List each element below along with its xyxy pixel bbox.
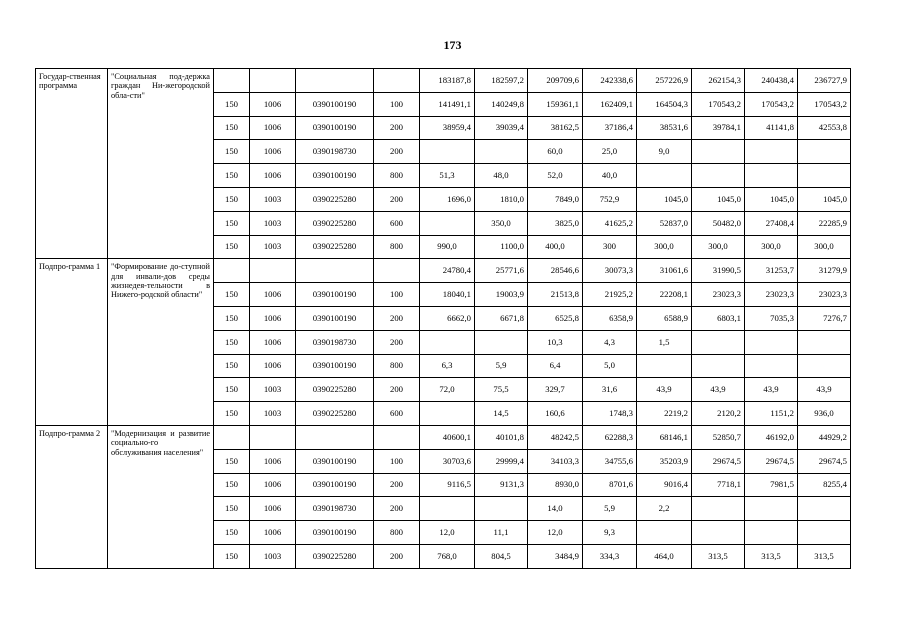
section-code-cell: 1006 bbox=[250, 283, 296, 307]
value-cell-year-8: 42553,8 bbox=[798, 116, 851, 140]
expense-type-cell: 100 bbox=[374, 92, 420, 116]
grbs-code-cell: 150 bbox=[214, 330, 250, 354]
page-number: 173 bbox=[443, 38, 462, 52]
value-cell-year-1: 6662,0 bbox=[420, 306, 475, 330]
budget-table bbox=[35, 68, 851, 569]
value-cell-year-6: 52850,7 bbox=[692, 425, 745, 449]
value-cell-year-7: 7981,5 bbox=[745, 473, 798, 497]
value-cell-year-3: 34103,3 bbox=[528, 449, 583, 473]
value-cell-year-2: 5,9 bbox=[475, 354, 528, 378]
section-code-cell: 1003 bbox=[250, 378, 296, 402]
target-article-cell: 0390225280 bbox=[296, 211, 374, 235]
value-cell-year-1: 38959,4 bbox=[420, 116, 475, 140]
value-cell-year-8: 23023,3 bbox=[798, 283, 851, 307]
value-cell-year-7: 300,0 bbox=[745, 235, 798, 259]
section-code-cell: 1006 bbox=[250, 140, 296, 164]
section-code-cell bbox=[250, 425, 296, 449]
value-cell-year-8: 29674,5 bbox=[798, 449, 851, 473]
value-cell-year-1 bbox=[420, 140, 475, 164]
value-cell-year-4: 41625,2 bbox=[583, 211, 637, 235]
target-article-cell: 0390100190 bbox=[296, 354, 374, 378]
value-cell-year-6: 170543,2 bbox=[692, 92, 745, 116]
target-article-cell: 0390100190 bbox=[296, 473, 374, 497]
grbs-code-cell: 150 bbox=[214, 402, 250, 426]
target-article-cell: 0390100190 bbox=[296, 116, 374, 140]
value-cell-year-2: 6671,8 bbox=[475, 306, 528, 330]
grbs-code-cell: 150 bbox=[214, 92, 250, 116]
expense-type-cell: 100 bbox=[374, 449, 420, 473]
grbs-code-cell: 150 bbox=[214, 140, 250, 164]
value-cell-year-3: 400,0 bbox=[528, 235, 583, 259]
value-cell-year-5: 1045,0 bbox=[637, 187, 692, 211]
value-cell-year-6: 23023,3 bbox=[692, 283, 745, 307]
value-cell-year-2: 1100,0 bbox=[475, 235, 528, 259]
value-cell-year-4: 300 bbox=[583, 235, 637, 259]
value-cell-year-8: 7276,7 bbox=[798, 306, 851, 330]
value-cell-year-8: 300,0 bbox=[798, 235, 851, 259]
value-cell-year-7: 29674,5 bbox=[745, 449, 798, 473]
value-cell-year-5: 6588,9 bbox=[637, 306, 692, 330]
value-cell-year-8 bbox=[798, 330, 851, 354]
expense-type-cell: 200 bbox=[374, 544, 420, 568]
section-code-cell: 1003 bbox=[250, 211, 296, 235]
value-cell-year-8 bbox=[798, 164, 851, 188]
target-article-cell bbox=[296, 425, 374, 449]
value-cell-year-1: 18040,1 bbox=[420, 283, 475, 307]
value-cell-year-4: 31,6 bbox=[583, 378, 637, 402]
value-cell-year-5: 52837,0 bbox=[637, 211, 692, 235]
value-cell-year-1: 40600,1 bbox=[420, 425, 475, 449]
expense-type-cell: 800 bbox=[374, 235, 420, 259]
grbs-code-cell: 150 bbox=[214, 116, 250, 140]
value-cell-year-2: 19003,9 bbox=[475, 283, 528, 307]
value-cell-year-2 bbox=[475, 140, 528, 164]
expense-type-cell: 600 bbox=[374, 211, 420, 235]
value-cell-year-2: 48,0 bbox=[475, 164, 528, 188]
value-cell-year-7 bbox=[745, 140, 798, 164]
grbs-code-cell bbox=[214, 425, 250, 449]
value-cell-year-6 bbox=[692, 140, 745, 164]
section-code-cell: 1006 bbox=[250, 330, 296, 354]
value-cell-year-4: 37186,4 bbox=[583, 116, 637, 140]
value-cell-year-6 bbox=[692, 521, 745, 545]
value-cell-year-3: 52,0 bbox=[528, 164, 583, 188]
value-cell-year-6: 300,0 bbox=[692, 235, 745, 259]
value-cell-year-6: 6803,1 bbox=[692, 306, 745, 330]
value-cell-year-4: 162409,1 bbox=[583, 92, 637, 116]
value-cell-year-8 bbox=[798, 497, 851, 521]
value-cell-year-6: 50482,0 bbox=[692, 211, 745, 235]
target-article-cell: 0390225280 bbox=[296, 187, 374, 211]
value-cell-year-6: 29674,5 bbox=[692, 449, 745, 473]
expense-type-cell: 800 bbox=[374, 164, 420, 188]
value-cell-year-8: 44929,2 bbox=[798, 425, 851, 449]
value-cell-year-5: 2,2 bbox=[637, 497, 692, 521]
value-cell-year-6 bbox=[692, 354, 745, 378]
value-cell-year-5: 43,9 bbox=[637, 378, 692, 402]
value-cell-year-3: 3825,0 bbox=[528, 211, 583, 235]
section-code-cell: 1006 bbox=[250, 306, 296, 330]
value-cell-year-8: 31279,9 bbox=[798, 259, 851, 283]
value-cell-year-1: 51,3 bbox=[420, 164, 475, 188]
section-code-cell bbox=[250, 69, 296, 93]
value-cell-year-7: 31253,7 bbox=[745, 259, 798, 283]
target-article-cell: 0390100190 bbox=[296, 92, 374, 116]
value-cell-year-8: 936,0 bbox=[798, 402, 851, 426]
value-cell-year-6: 31990,5 bbox=[692, 259, 745, 283]
target-article-cell: 0390100190 bbox=[296, 283, 374, 307]
section-code-cell: 1006 bbox=[250, 497, 296, 521]
value-cell-year-3: 60,0 bbox=[528, 140, 583, 164]
value-cell-year-5: 2219,2 bbox=[637, 402, 692, 426]
value-cell-year-8: 8255,4 bbox=[798, 473, 851, 497]
value-cell-year-1: 9116,5 bbox=[420, 473, 475, 497]
target-article-cell: 0390225280 bbox=[296, 378, 374, 402]
value-cell-year-1: 768,0 bbox=[420, 544, 475, 568]
value-cell-year-8: 170543,2 bbox=[798, 92, 851, 116]
value-cell-year-5: 300,0 bbox=[637, 235, 692, 259]
program-total-row bbox=[36, 425, 851, 449]
value-cell-year-7: 7035,3 bbox=[745, 306, 798, 330]
value-cell-year-5: 9,0 bbox=[637, 140, 692, 164]
value-cell-year-3: 14,0 bbox=[528, 497, 583, 521]
value-cell-year-4: 34755,6 bbox=[583, 449, 637, 473]
value-cell-year-4: 8701,6 bbox=[583, 473, 637, 497]
value-cell-year-6: 7718,1 bbox=[692, 473, 745, 497]
value-cell-year-3: 10,3 bbox=[528, 330, 583, 354]
value-cell-year-5: 31061,6 bbox=[637, 259, 692, 283]
expense-type-cell: 200 bbox=[374, 187, 420, 211]
value-cell-year-3: 28546,6 bbox=[528, 259, 583, 283]
value-cell-year-2: 1810,0 bbox=[475, 187, 528, 211]
program-total-row bbox=[36, 69, 851, 93]
value-cell-year-5: 22208,1 bbox=[637, 283, 692, 307]
value-cell-year-4: 9,3 bbox=[583, 521, 637, 545]
value-cell-year-1 bbox=[420, 330, 475, 354]
value-cell-year-4: 5,9 bbox=[583, 497, 637, 521]
value-cell-year-2: 75,5 bbox=[475, 378, 528, 402]
value-cell-year-3: 329,7 bbox=[528, 378, 583, 402]
expense-type-cell: 100 bbox=[374, 283, 420, 307]
value-cell-year-2 bbox=[475, 497, 528, 521]
program-type-cell: Подпро-грамма 2 bbox=[36, 425, 108, 568]
expense-type-cell: 200 bbox=[374, 140, 420, 164]
section-code-cell: 1003 bbox=[250, 187, 296, 211]
expense-type-cell bbox=[374, 259, 420, 283]
section-code-cell: 1006 bbox=[250, 354, 296, 378]
value-cell-year-7: 41141,8 bbox=[745, 116, 798, 140]
value-cell-year-1 bbox=[420, 211, 475, 235]
value-cell-year-2: 14,5 bbox=[475, 402, 528, 426]
expense-type-cell: 200 bbox=[374, 330, 420, 354]
value-cell-year-8: 236727,9 bbox=[798, 69, 851, 93]
value-cell-year-6 bbox=[692, 330, 745, 354]
section-code-cell: 1006 bbox=[250, 92, 296, 116]
value-cell-year-1: 990,0 bbox=[420, 235, 475, 259]
value-cell-year-1: 72,0 bbox=[420, 378, 475, 402]
value-cell-year-3: 21513,8 bbox=[528, 283, 583, 307]
section-code-cell: 1006 bbox=[250, 164, 296, 188]
value-cell-year-1: 6,3 bbox=[420, 354, 475, 378]
value-cell-year-5: 68146,1 bbox=[637, 425, 692, 449]
program-type-cell: Подпро-грамма 1 bbox=[36, 259, 108, 426]
grbs-code-cell: 150 bbox=[214, 283, 250, 307]
value-cell-year-8 bbox=[798, 354, 851, 378]
value-cell-year-7: 23023,3 bbox=[745, 283, 798, 307]
value-cell-year-3: 159361,1 bbox=[528, 92, 583, 116]
target-article-cell: 0390225280 bbox=[296, 235, 374, 259]
grbs-code-cell: 150 bbox=[214, 164, 250, 188]
value-cell-year-1: 1696,0 bbox=[420, 187, 475, 211]
value-cell-year-2: 350,0 bbox=[475, 211, 528, 235]
value-cell-year-7 bbox=[745, 521, 798, 545]
value-cell-year-6: 2120,2 bbox=[692, 402, 745, 426]
grbs-code-cell bbox=[214, 259, 250, 283]
value-cell-year-2: 11,1 bbox=[475, 521, 528, 545]
value-cell-year-7: 240438,4 bbox=[745, 69, 798, 93]
value-cell-year-5: 464,0 bbox=[637, 544, 692, 568]
grbs-code-cell: 150 bbox=[214, 211, 250, 235]
grbs-code-cell: 150 bbox=[214, 473, 250, 497]
target-article-cell: 0390198730 bbox=[296, 140, 374, 164]
value-cell-year-5: 1,5 bbox=[637, 330, 692, 354]
value-cell-year-4: 40,0 bbox=[583, 164, 637, 188]
value-cell-year-5: 38531,6 bbox=[637, 116, 692, 140]
value-cell-year-6: 43,9 bbox=[692, 378, 745, 402]
value-cell-year-3: 12,0 bbox=[528, 521, 583, 545]
value-cell-year-1 bbox=[420, 497, 475, 521]
section-code-cell: 1003 bbox=[250, 402, 296, 426]
target-article-cell: 0390100190 bbox=[296, 449, 374, 473]
expense-type-cell: 200 bbox=[374, 378, 420, 402]
section-code-cell bbox=[250, 259, 296, 283]
value-cell-year-4: 6358,9 bbox=[583, 306, 637, 330]
value-cell-year-8: 22285,9 bbox=[798, 211, 851, 235]
grbs-code-cell: 150 bbox=[214, 187, 250, 211]
value-cell-year-5 bbox=[637, 354, 692, 378]
value-cell-year-5: 257226,9 bbox=[637, 69, 692, 93]
value-cell-year-7: 43,9 bbox=[745, 378, 798, 402]
section-code-cell: 1003 bbox=[250, 235, 296, 259]
value-cell-year-7 bbox=[745, 497, 798, 521]
target-article-cell: 0390225280 bbox=[296, 544, 374, 568]
value-cell-year-3: 209709,6 bbox=[528, 69, 583, 93]
grbs-code-cell: 150 bbox=[214, 306, 250, 330]
value-cell-year-6 bbox=[692, 497, 745, 521]
grbs-code-cell: 150 bbox=[214, 521, 250, 545]
target-article-cell: 0390100190 bbox=[296, 164, 374, 188]
value-cell-year-8 bbox=[798, 140, 851, 164]
value-cell-year-4: 21925,2 bbox=[583, 283, 637, 307]
target-article-cell bbox=[296, 69, 374, 93]
value-cell-year-7: 27408,4 bbox=[745, 211, 798, 235]
expense-type-cell: 800 bbox=[374, 354, 420, 378]
value-cell-year-7: 170543,2 bbox=[745, 92, 798, 116]
program-name-cell: "Социальная под-держка граждан Ни-жегородской обла-сти" bbox=[108, 69, 214, 259]
section-code-cell: 1003 bbox=[250, 544, 296, 568]
value-cell-year-1: 141491,1 bbox=[420, 92, 475, 116]
grbs-code-cell bbox=[214, 69, 250, 93]
program-total-row bbox=[36, 259, 851, 283]
value-cell-year-7: 1045,0 bbox=[745, 187, 798, 211]
grbs-code-cell: 150 bbox=[214, 497, 250, 521]
program-type-cell: Государ-ственная программа bbox=[36, 69, 108, 259]
value-cell-year-8: 1045,0 bbox=[798, 187, 851, 211]
value-cell-year-3: 3484,9 bbox=[528, 544, 583, 568]
value-cell-year-4: 752,9 bbox=[583, 187, 637, 211]
value-cell-year-7: 46192,0 bbox=[745, 425, 798, 449]
value-cell-year-6: 1045,0 bbox=[692, 187, 745, 211]
value-cell-year-4: 62288,3 bbox=[583, 425, 637, 449]
section-code-cell: 1006 bbox=[250, 449, 296, 473]
grbs-code-cell: 150 bbox=[214, 354, 250, 378]
value-cell-year-6: 262154,3 bbox=[692, 69, 745, 93]
value-cell-year-7: 1151,2 bbox=[745, 402, 798, 426]
value-cell-year-4: 4,3 bbox=[583, 330, 637, 354]
section-code-cell: 1006 bbox=[250, 521, 296, 545]
target-article-cell bbox=[296, 259, 374, 283]
value-cell-year-4: 5,0 bbox=[583, 354, 637, 378]
value-cell-year-7 bbox=[745, 354, 798, 378]
value-cell-year-2: 39039,4 bbox=[475, 116, 528, 140]
value-cell-year-4: 25,0 bbox=[583, 140, 637, 164]
value-cell-year-3: 7849,0 bbox=[528, 187, 583, 211]
value-cell-year-6: 39784,1 bbox=[692, 116, 745, 140]
expense-type-cell bbox=[374, 425, 420, 449]
value-cell-year-7: 313,5 bbox=[745, 544, 798, 568]
value-cell-year-2: 9131,3 bbox=[475, 473, 528, 497]
expense-type-cell bbox=[374, 69, 420, 93]
value-cell-year-2: 804,5 bbox=[475, 544, 528, 568]
value-cell-year-4: 1748,3 bbox=[583, 402, 637, 426]
expense-type-cell: 600 bbox=[374, 402, 420, 426]
value-cell-year-7 bbox=[745, 164, 798, 188]
target-article-cell: 0390100190 bbox=[296, 521, 374, 545]
expense-type-cell: 200 bbox=[374, 473, 420, 497]
target-article-cell: 0390198730 bbox=[296, 330, 374, 354]
expense-type-cell: 200 bbox=[374, 116, 420, 140]
value-cell-year-8: 313,5 bbox=[798, 544, 851, 568]
value-cell-year-1 bbox=[420, 402, 475, 426]
program-name-cell: "Модернизация и развитие социально-го обслуживания населения" bbox=[108, 425, 214, 568]
value-cell-year-2: 182597,2 bbox=[475, 69, 528, 93]
expense-type-cell: 800 bbox=[374, 521, 420, 545]
value-cell-year-3: 160,6 bbox=[528, 402, 583, 426]
value-cell-year-5: 9016,4 bbox=[637, 473, 692, 497]
value-cell-year-7 bbox=[745, 330, 798, 354]
value-cell-year-8 bbox=[798, 521, 851, 545]
value-cell-year-4: 30073,3 bbox=[583, 259, 637, 283]
grbs-code-cell: 150 bbox=[214, 449, 250, 473]
expense-type-cell: 200 bbox=[374, 497, 420, 521]
value-cell-year-3: 6,4 bbox=[528, 354, 583, 378]
program-name-cell: "Формирование до-ступной для инвали-дов среды жизнедея-тельности в Нижего-родской области" bbox=[108, 259, 214, 426]
value-cell-year-6 bbox=[692, 164, 745, 188]
value-cell-year-3: 48242,5 bbox=[528, 425, 583, 449]
value-cell-year-2: 40101,8 bbox=[475, 425, 528, 449]
value-cell-year-3: 38162,5 bbox=[528, 116, 583, 140]
value-cell-year-8: 43,9 bbox=[798, 378, 851, 402]
value-cell-year-2: 140249,8 bbox=[475, 92, 528, 116]
target-article-cell: 0390100190 bbox=[296, 306, 374, 330]
value-cell-year-6: 313,5 bbox=[692, 544, 745, 568]
section-code-cell: 1006 bbox=[250, 473, 296, 497]
value-cell-year-1: 12,0 bbox=[420, 521, 475, 545]
value-cell-year-1: 24780,4 bbox=[420, 259, 475, 283]
grbs-code-cell: 150 bbox=[214, 378, 250, 402]
expense-type-cell: 200 bbox=[374, 306, 420, 330]
value-cell-year-5: 35203,9 bbox=[637, 449, 692, 473]
grbs-code-cell: 150 bbox=[214, 235, 250, 259]
section-code-cell: 1006 bbox=[250, 116, 296, 140]
value-cell-year-2: 29999,4 bbox=[475, 449, 528, 473]
value-cell-year-5 bbox=[637, 521, 692, 545]
value-cell-year-4: 242338,6 bbox=[583, 69, 637, 93]
value-cell-year-1: 30703,6 bbox=[420, 449, 475, 473]
table-body bbox=[36, 69, 851, 569]
value-cell-year-5: 164504,3 bbox=[637, 92, 692, 116]
value-cell-year-1: 183187,8 bbox=[420, 69, 475, 93]
value-cell-year-4: 334,3 bbox=[583, 544, 637, 568]
target-article-cell: 0390225280 bbox=[296, 402, 374, 426]
value-cell-year-3: 6525,8 bbox=[528, 306, 583, 330]
value-cell-year-2 bbox=[475, 330, 528, 354]
value-cell-year-5 bbox=[637, 164, 692, 188]
value-cell-year-3: 8930,0 bbox=[528, 473, 583, 497]
grbs-code-cell: 150 bbox=[214, 544, 250, 568]
value-cell-year-2: 25771,6 bbox=[475, 259, 528, 283]
target-article-cell: 0390198730 bbox=[296, 497, 374, 521]
